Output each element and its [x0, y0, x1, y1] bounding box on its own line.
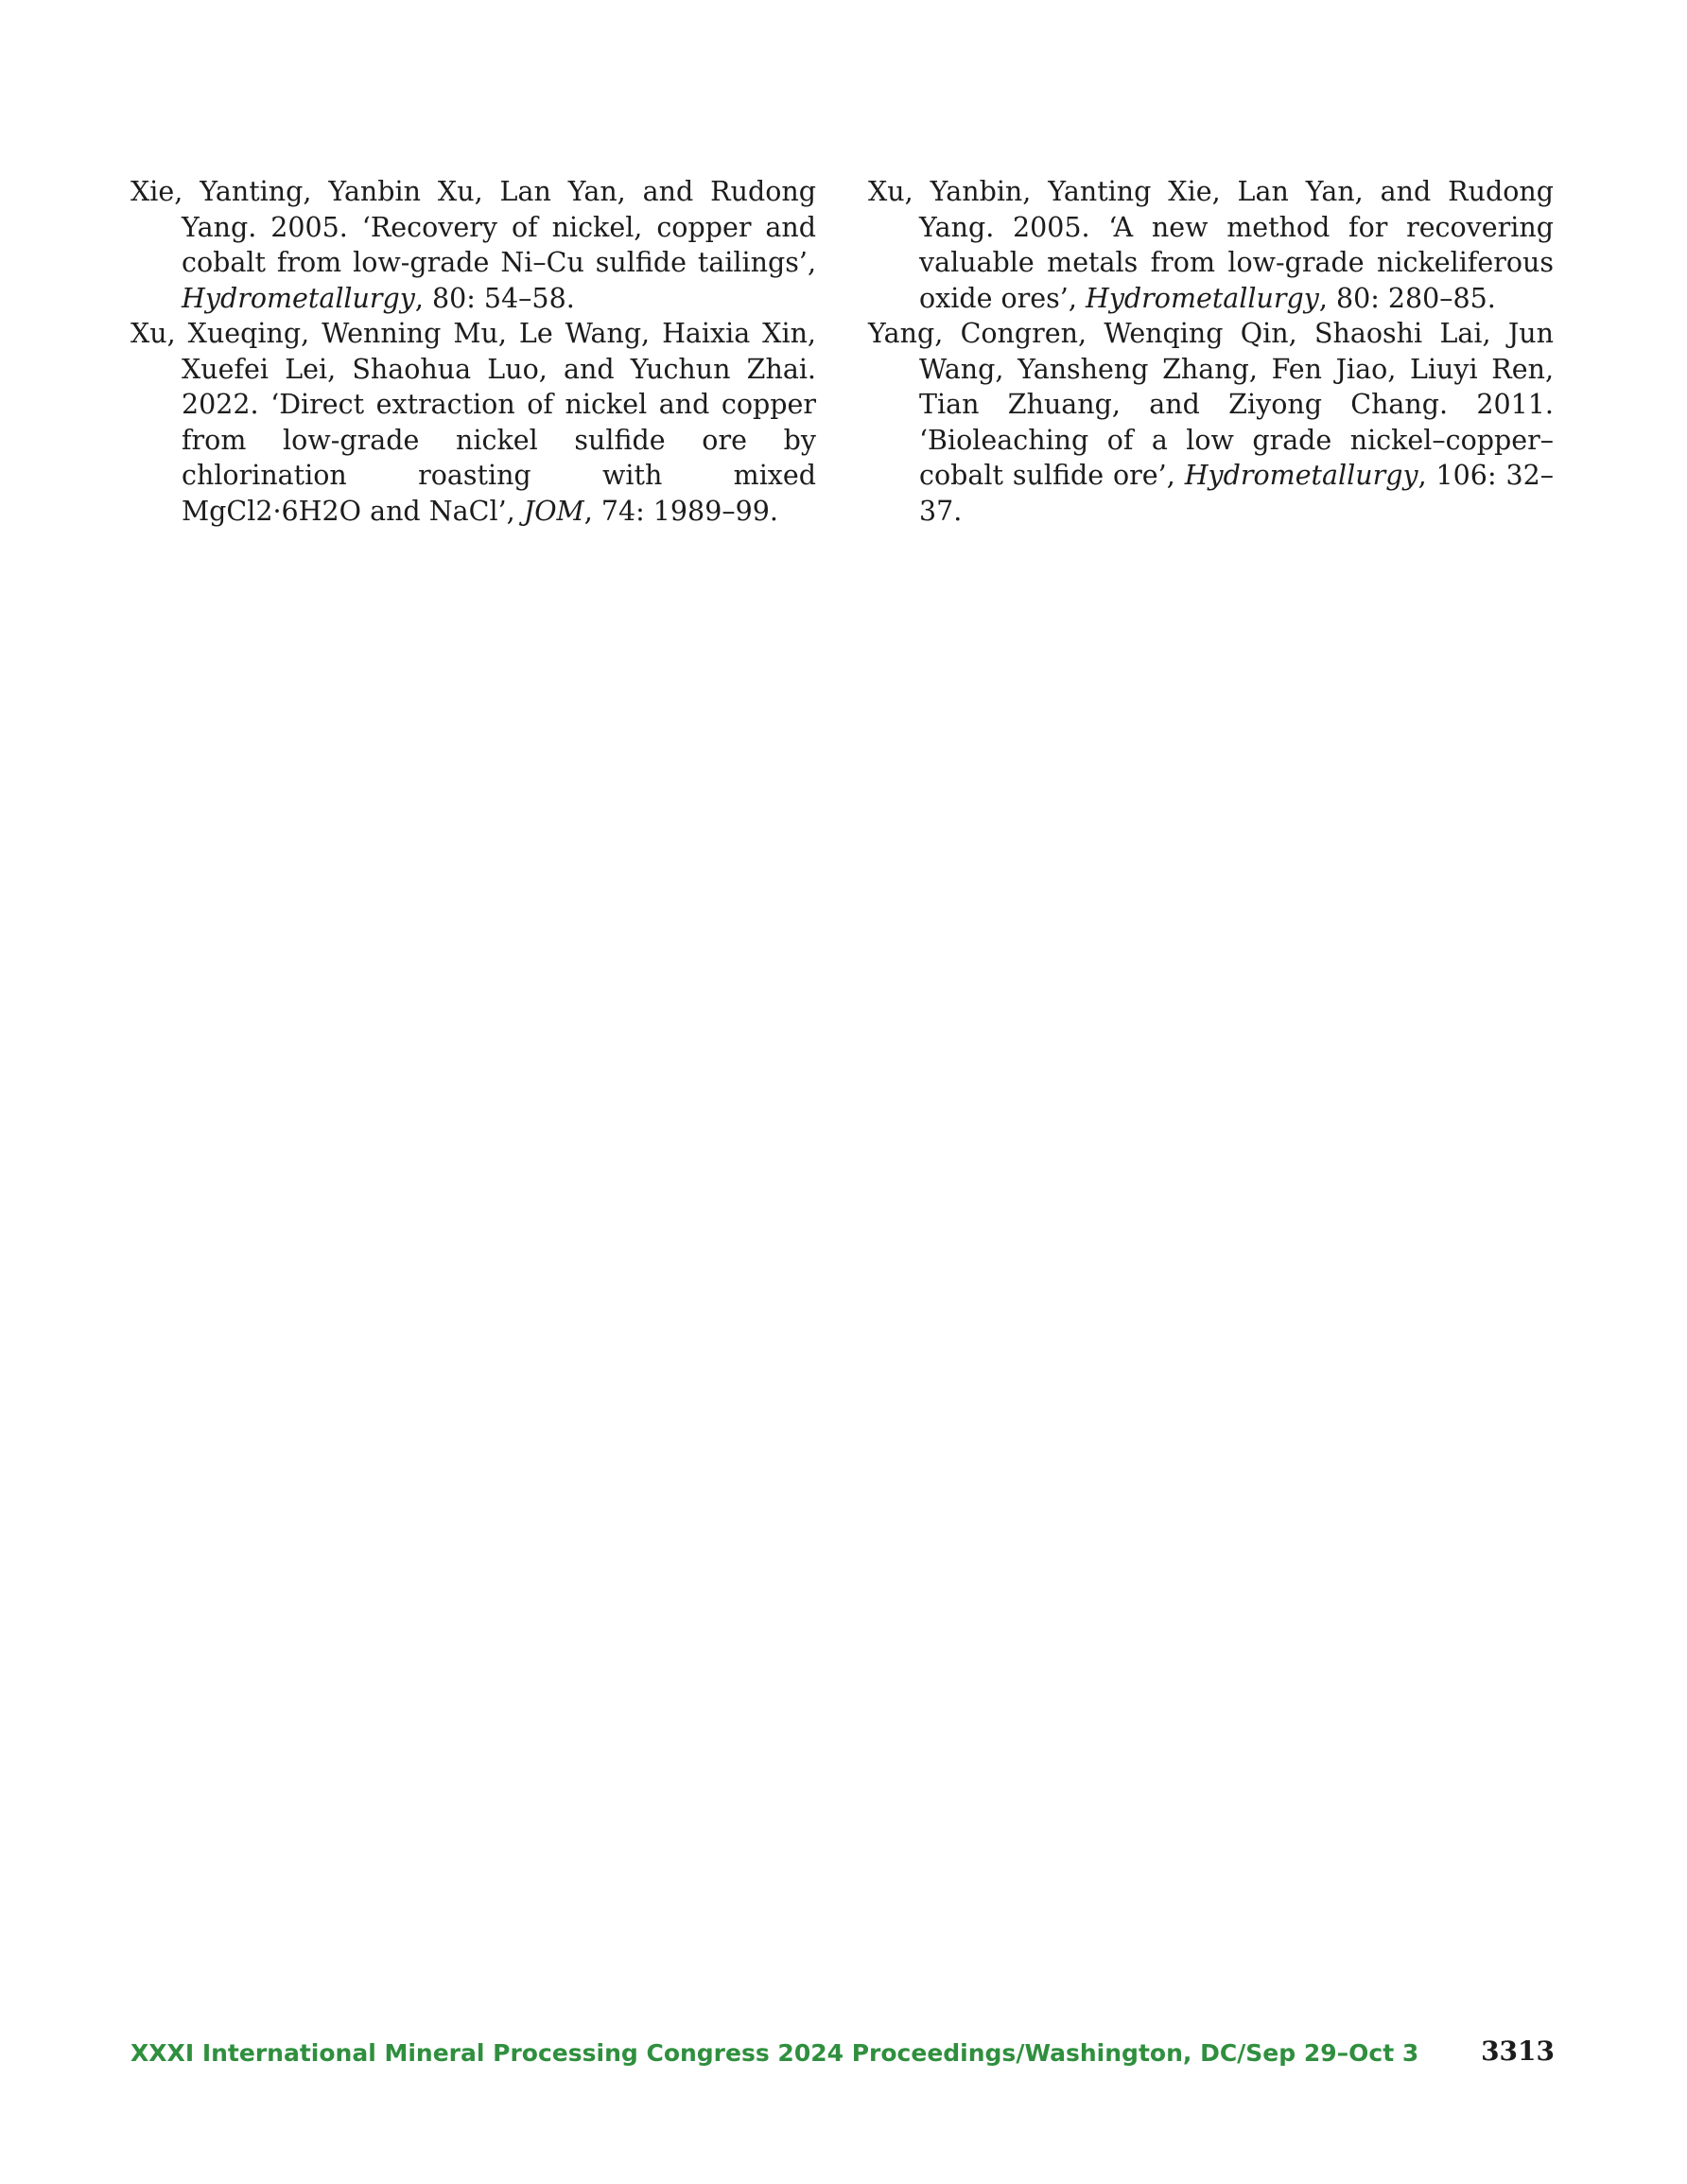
reference-entry — [868, 316, 1554, 529]
references-column-right — [868, 174, 1554, 529]
reference-text: Xie, Yanting, Yanbin Xu, Lan Yan, and Rudong Yang. 2005. ‘Recovery of nickel, copper and cobalt from low-grade Ni–Cu sulfide tailings’, — [130, 176, 816, 278]
reference-entry — [868, 174, 1554, 316]
page-number: 3313 — [1481, 2035, 1555, 2067]
reference-entry — [130, 316, 816, 529]
reference-citation: , 80: 54–58. — [414, 282, 575, 314]
reference-journal: JOM — [523, 495, 584, 527]
reference-citation: , 80: 280–85. — [1318, 282, 1496, 314]
reference-citation: , 106: 32–37. — [919, 460, 1554, 527]
reference-citation: , 74: 1989–99. — [583, 495, 778, 527]
reference-journal: Hydrometallurgy — [1184, 460, 1418, 491]
reference-text: Xu, Yanbin, Yanting Xie, Lan Yan, and Rudong Yang. 2005. ‘A new method for recovering valuable metals from low-grade nickeliferous oxide ores’, — [868, 176, 1554, 314]
references-column-left — [130, 174, 816, 529]
reference-journal: Hydrometallurgy — [182, 282, 415, 314]
reference-text: Yang, Congren, Wenqing Qin, Shaoshi Lai, Jun Wang, Yansheng Zhang, Fen Jiao, Liuyi Ren, Tian Zhuang, and Ziyong Chang. 2011. ‘Bioleaching of a low grade nickel–copper–cobalt sulfide ore’, — [868, 318, 1554, 491]
reference-journal: Hydrometallurgy — [1085, 282, 1319, 314]
reference-entry — [130, 174, 816, 316]
reference-text: Xu, Xueqing, Wenning Mu, Le Wang, Haixia Xin, Xuefei Lei, Shaohua Luo, and Yuchun Zhai. 2022. ‘Direct extraction of nickel and copper from low-grade nickel sulfide ore by chlorination roasting with mixed MgCl2·6H2O and NaCl’, — [130, 318, 816, 527]
footer-conference-title: XXXI International Mineral Processing Congress 2024 Proceedings/Washington, DC/Sep 29–Oct 3 — [130, 2039, 1419, 2067]
